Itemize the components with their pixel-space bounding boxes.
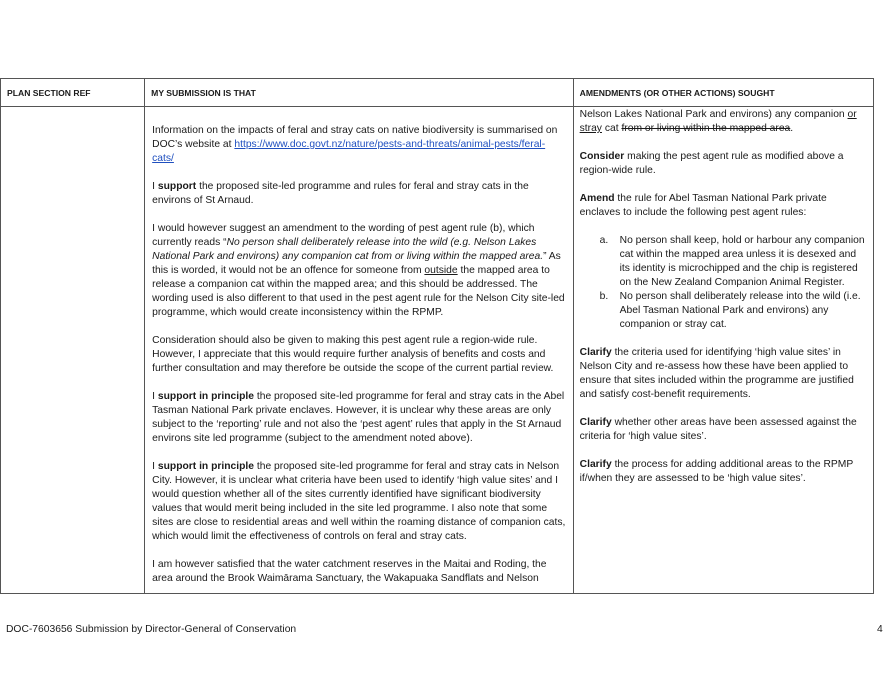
quoted-rule-text: No person shall deliberately release into the wild (e.g. Nelson Lakes National Park and environs) any companion cat from or living within the mapped area. [152,237,544,262]
table-row [1,107,874,594]
submission-paragraph-5 [152,390,566,446]
submission-paragraph-3 [152,222,566,320]
bold-consider: Consider [579,151,625,162]
amendment-paragraph-5 [580,416,869,444]
plan-section-ref-cell [1,107,145,594]
submission-text: I [152,461,158,472]
underlined-outside: outside [424,265,458,276]
amendment-paragraph-6 [580,458,869,486]
amendment-text: making the pest agent rule as modified above a region-wide rule. [579,151,844,176]
doc-feral-cats-link[interactable]: https://www.doc.govt.nz/nature/pests-and-threats/animal-pests/feral-cats/ [152,139,546,164]
amendment-text: the rule for Abel Tasman National Park private enclaves to include the following pest agent rules: [579,193,827,218]
submission-paragraph-2 [152,180,566,208]
submission-text: I [152,181,158,192]
pest-agent-rules-list [580,234,869,332]
amendments-cell [573,107,873,594]
bold-support: support [157,181,197,192]
submission-paragraph-6 [152,460,566,544]
amendment-text: Nelson Lakes National Park and environs) any companion [579,109,848,120]
list-item [599,234,869,290]
inserted-text: or [847,109,857,120]
submission-cell [145,107,573,594]
header-amendments-sought: AMENDMENTS (OR OTHER ACTIONS) SOUGHT [573,79,873,107]
amendment-text: the criteria used for identifying ‘high value sites’ in Nelson City and re-assess how these have been applied to ensure that sites included within the programme are justified and satisfy cost-benefit requirements. [579,347,854,400]
list-marker: b. [599,291,609,302]
submission-text: the proposed site-led programme for feral and stray cats in Nelson City. However, it is unclear what criteria have been used to identify ‘high value sites’ and I would question whether all of the sites currently identified have significant biodiversity values that would merit being included in the site led programme. I also note that some sites are close to residential areas and well within the roaming distance of companion cats, which would limit the effectiveness of controls on feral and stray cats. [152,461,566,542]
bold-amend: Amend [579,193,615,204]
list-item [599,290,869,332]
amendment-text: . [790,123,794,134]
amendment-paragraph-4 [580,346,869,402]
submission-paragraph-4: Consideration should also be given to making this pest agent rule a region-wide rule. However, I appreciate that this would require further analysis of benefits and costs and further consultation and may therefore be outside the scope of the current partial review. [152,335,554,374]
header-plan-section-ref: PLAN SECTION REF [1,79,145,107]
amendment-text: cat [601,123,622,134]
submission-text: the mapped area to release a companion cat within the mapped area; and this should be addressed. The wording used is also different to that used in the pest agent rule for the Nelson City site-led programme, which would create inconsistency within the RPMP. [152,265,565,318]
bold-support-in-principle: support in principle [157,461,254,472]
amendment-text: the process for adding additional areas to the RPMP if/when they are assessed to be ‘high value sites’. [579,459,854,484]
amendment-text: whether other areas have been assessed against the criteria for ‘high value sites’. [579,417,857,442]
header-my-submission: MY SUBMISSION IS THAT [145,79,573,107]
bold-clarify: Clarify [579,459,612,470]
submission-text: the proposed site-led programme and rules for feral and stray cats in the environs of St Arnaud. [152,181,529,206]
amendment-paragraph-1 [580,108,869,136]
submission-paragraph-1 [152,124,566,166]
submission-text: the proposed site-led programme for feral and stray cats in the Abel Tasman National Park private enclaves. However, it is unclear why these areas are only subject to the ‘reporting’ rule and not also the ‘pest agent’ rules that apply in the St Arnaud environs site led programme (subject to the amendment noted above). [152,391,565,444]
submission-text: I would however suggest an amendment to the wording of pest agent rule (b), which currently reads “ [152,223,535,248]
list-marker: a. [599,235,609,246]
submission-text: Information on the impacts of feral and stray cats on native biodiversity is summarised on DOC’s website at [152,125,558,150]
bold-clarify: Clarify [579,417,612,428]
table-header-row [1,79,874,107]
submission-text: ” As this is worded, it would not be an offence for someone from [152,251,561,276]
submission-paragraph-7: I am however satisfied that the water catchment reserves in the Maitai and Roding, the area around the Brook Waimārama Sanctuary, the Wakapuaka Sandflats and Nelson [152,559,547,584]
amendment-paragraph-3 [580,192,869,220]
submission-table [0,78,874,594]
bold-support-in-principle: support in principle [157,391,254,402]
submission-text: I [152,391,158,402]
inserted-text: stray [579,123,602,134]
deleted-text: from or living within the mapped area [621,123,791,134]
footer-doc-ref: DOC-7603656 Submission by Director-General of Conservation [6,624,297,635]
page-number: 4 [877,624,883,635]
amendment-paragraph-2 [580,150,869,178]
rule-text: No person shall deliberately release into the wild (i.e. Abel Tasman National Park and environs) any companion or stray cat. [619,291,861,330]
bold-clarify: Clarify [579,347,612,358]
rule-text: No person shall keep, hold or harbour any companion cat within the mapped area unless it is desexed and its identity is microchipped and the chip is registered on the New Zealand Companion Animal Register. [619,235,865,288]
